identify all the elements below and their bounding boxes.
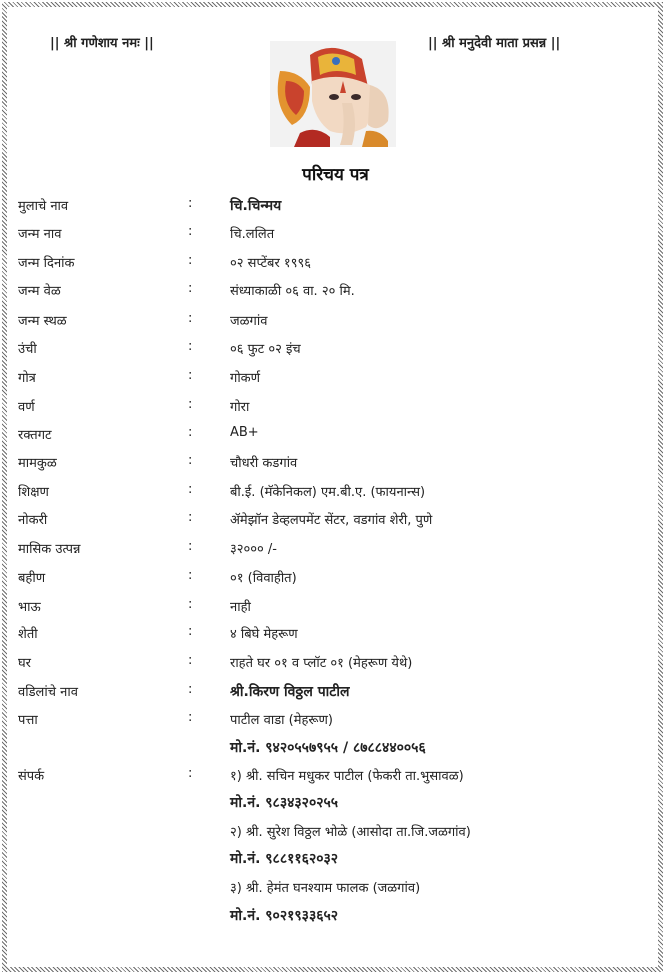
field-colon: :: [188, 425, 193, 440]
field-value: ०६ फुट ०२ इंच: [230, 342, 301, 357]
field-colon: :: [188, 510, 193, 525]
field-value: ०१ (विवाहीत): [230, 571, 297, 586]
address-phone: मो.नं. ९४२०५५७९५५ / ८७८८४४००५६: [230, 740, 426, 756]
field-value: पाटील वाडा (मेहरूण): [230, 713, 333, 728]
field-label: गोत्र: [18, 371, 36, 386]
field-value: ०२ सप्टेंबर १९९६: [230, 256, 311, 271]
field-label: रक्तगट: [18, 428, 52, 443]
field-value: AB+: [230, 425, 259, 440]
contact-entry-1-name: १) श्री. सचिन मधुकर पाटील (फेकरी ता.भुसावळ): [230, 769, 464, 784]
contact-label: संपर्क: [18, 769, 45, 784]
field-value: चि.ललित: [230, 227, 275, 242]
field-colon: :: [188, 482, 193, 497]
field-colon: :: [188, 253, 193, 268]
field-colon: :: [188, 196, 193, 211]
field-colon: :: [188, 539, 193, 554]
field-label: उंची: [18, 342, 37, 357]
contact-entry-3-phone: मो.नं. ९०२१९३३६५२: [230, 908, 339, 924]
field-label: मासिक उत्पन्न: [18, 542, 81, 557]
field-label: नोकरी: [18, 513, 48, 528]
field-value: जळगांव: [230, 314, 268, 329]
field-label: मामकुळ: [18, 456, 57, 471]
contact-entry-3-name: ३) श्री. हेमंत घनश्याम फालक (जळगांव): [230, 881, 421, 896]
field-colon: :: [188, 597, 193, 612]
field-label: पत्ता: [18, 713, 38, 728]
field-label: जन्म दिनांक: [18, 256, 75, 271]
field-colon: :: [188, 710, 193, 725]
field-value: नाही: [230, 600, 251, 615]
field-colon: :: [188, 682, 193, 697]
field-colon: :: [188, 397, 193, 412]
field-label: मुलाचे नाव: [18, 199, 69, 214]
field-label: शेती: [18, 627, 38, 642]
field-colon: :: [188, 224, 193, 239]
field-colon: :: [188, 568, 193, 583]
field-value: राहते घर ०१ व प्लॉट ०१ (मेहरूण येथे): [230, 656, 413, 671]
field-colon: :: [188, 311, 193, 326]
field-label: घर: [18, 656, 32, 671]
page-title: परिचय पत्र: [302, 165, 369, 185]
field-value: श्री.किरण विठ्ठल पाटील: [230, 684, 350, 700]
field-value: संध्याकाळी ०६ वा. २० मि.: [230, 284, 355, 299]
field-colon: :: [188, 368, 193, 383]
field-label: शिक्षण: [18, 485, 49, 500]
field-value: बी.ई. (मॅकेनिकल) एम.बी.ए. (फायनान्स): [230, 485, 426, 500]
contact-entry-2-name: २) श्री. सुरेश विठ्ठल भोळे (आसोदा ता.जि.जळगांव): [230, 825, 471, 840]
header-right-invocation: || श्री मनुदेवी माता प्रसन्न ||: [428, 36, 561, 51]
field-value: चि.चिन्मय: [230, 198, 282, 214]
field-colon: :: [188, 281, 193, 296]
header-left-invocation: || श्री गणेशाय नमः ||: [50, 36, 154, 51]
field-label: भाऊ: [18, 600, 41, 615]
field-label: जन्म वेळ: [18, 284, 61, 299]
contact-entry-1-phone: मो.नं. ९८३४३२०२५५: [230, 795, 339, 811]
field-value: ॲमेझॉन डेव्हलपमेंट सेंटर, वडगांव शेरी, पुणे: [230, 513, 433, 528]
field-value: ४ बिघे मेहरूण: [230, 627, 298, 642]
field-colon: :: [188, 653, 193, 668]
contact-entry-2-phone: मो.नं. ९८८११६२०३२: [230, 851, 339, 867]
field-label: वडिलांचे नाव: [18, 685, 78, 700]
field-label: बहीण: [18, 571, 46, 586]
field-colon: :: [188, 453, 193, 468]
field-value: ३२००० /-: [230, 542, 278, 557]
field-colon: :: [188, 766, 193, 781]
field-colon: :: [188, 624, 193, 639]
ganesha-idol-image: [270, 41, 396, 147]
field-colon: :: [188, 339, 193, 354]
field-label: वर्ण: [18, 400, 35, 415]
field-value: चौधरी कडगांव: [230, 456, 298, 471]
field-value: गोकर्ण: [230, 371, 261, 386]
field-label: जन्म नाव: [18, 227, 62, 242]
field-value: गोरा: [230, 400, 250, 415]
field-label: जन्म स्थळ: [18, 314, 67, 329]
